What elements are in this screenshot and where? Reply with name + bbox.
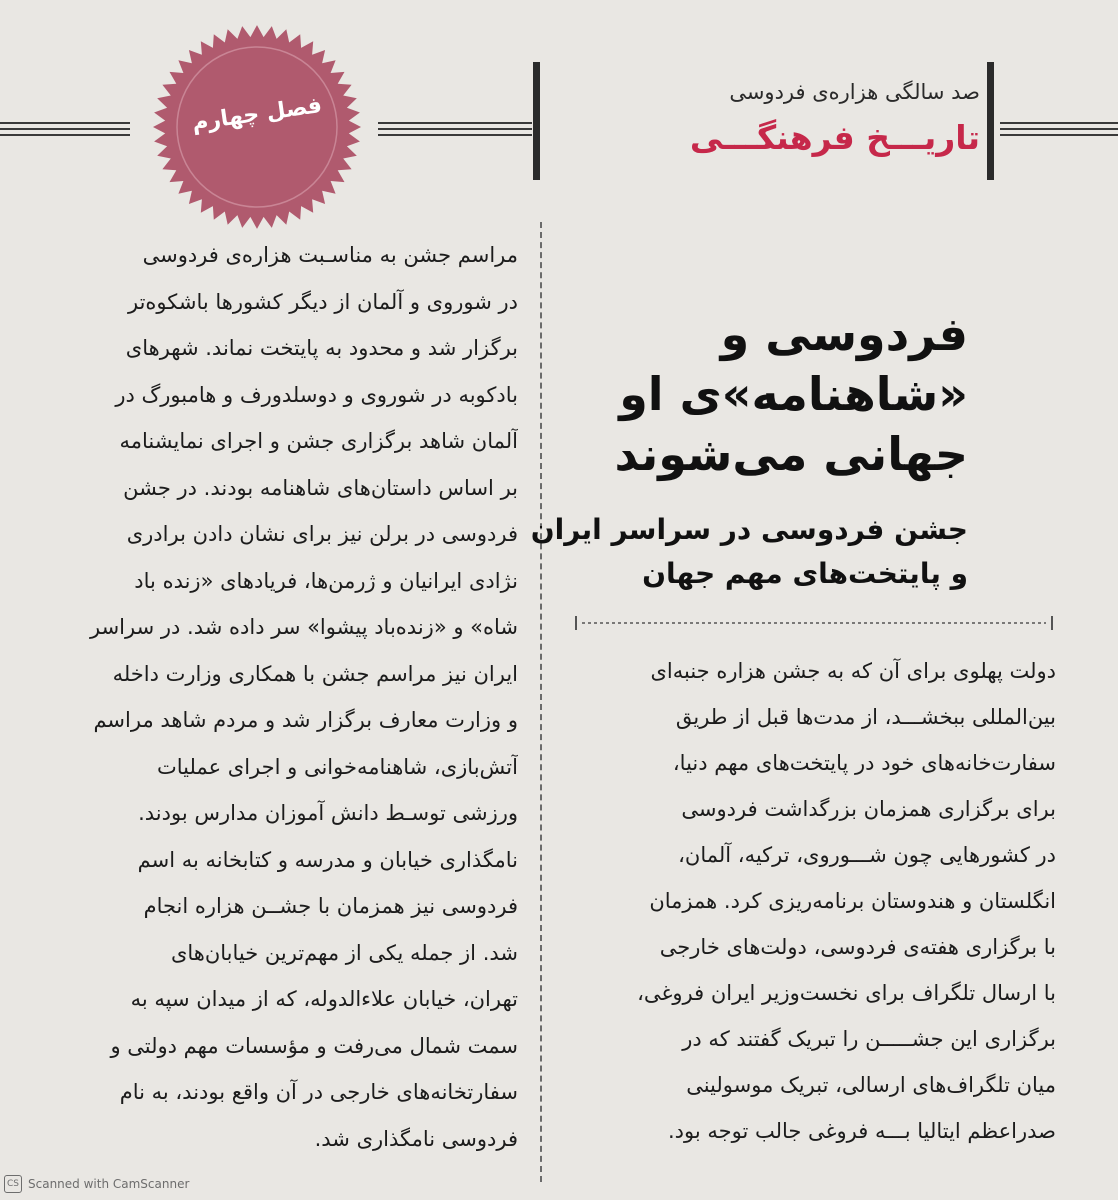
paragraph-line: میان تلگراف‌های ارسالی، تبریک موسولینی [686, 1073, 1056, 1097]
paragraph-line: در شوروی و آلمان از دیگر کشورها باشکوه‌تر [128, 289, 518, 314]
series-title: تاریـــخ فرهنگـــی [689, 118, 980, 157]
paragraph-line: نژادی ایرانیان و ژرمن‌ها، فریادهای «زنده باد [134, 568, 518, 593]
paragraph-line: برگزار شد و محدود به پایتخت نماند. شهرهای [125, 336, 518, 360]
chapter-badge [132, 22, 382, 232]
paragraph-line: بادکوبه در شوروی و دوسلدورف و هامبورگ در [115, 382, 518, 407]
paragraph-line: فردوسی نیز همزمان با جشــن هزاره انجام [143, 894, 518, 918]
paragraph-line: سفارت‌خانه‌های خود در پایتخت‌های مهم دنیا، [672, 751, 1056, 775]
paragraph-line: مراسم جشن به مناسـبت هزاره‌ی فردوسی [142, 243, 518, 267]
headline-line: جهانی می‌شوند [614, 427, 968, 481]
paragraph-line: برای برگزاری همزمان بزرگداشت فردوسی [681, 797, 1056, 821]
paragraph-line: تهران، خیابان علاءالدوله، که از میدان سپه به [130, 987, 518, 1011]
chapter-badge-label: فصل چهارم [190, 93, 324, 136]
paragraph-line: فردوسی نامگذاری شد. [314, 1126, 518, 1151]
paragraph-line: شد. از جمله یکی از مهم‌ترین خیابان‌های [170, 940, 518, 965]
subheadline-line: و پایتخت‌های مهم جهان [642, 557, 968, 590]
header-rule-right [1000, 122, 1118, 136]
article-subheadline [530, 508, 968, 596]
series-subtitle: صد سالگی هزاره‌ی فردوسی [729, 80, 980, 104]
scanner-text: Scanned with CamScanner [28, 1177, 190, 1191]
header-bar-left [533, 62, 540, 180]
scanner-watermark [4, 1174, 189, 1194]
paragraph-line: فردوسی در برلن نیز برای نشان دادن برادری [126, 522, 518, 546]
camscanner-logo-icon: CS [4, 1175, 22, 1193]
paragraph-line: آلمان شاهد برگزاری جشن و اجرای نمایشنامه [119, 429, 518, 453]
separator-ornament [572, 614, 1056, 632]
paragraph-line: دولت پهلوی برای آن که به جشن هزاره جنبه‌ای [650, 659, 1056, 683]
paragraph-line: در کشورهایی چون شـــوروی، ترکیه، آلمان، [678, 843, 1056, 867]
paragraph-line: صدراعظم ایتالیا بـــه فروغی جالب توجه بود. [667, 1119, 1056, 1143]
headline-line: فردوسی و [720, 307, 968, 361]
paragraph-line: شاه» و «زنده‌باد پیشوا» سر داده شد. در سراسر [90, 615, 518, 639]
paragraph-line: سفارتخانه‌های خارجی در آن واقع بودند، به نام [119, 1080, 518, 1104]
subheadline-line: جشن فردوسی در سراسر ایران [530, 513, 968, 546]
paragraph-line: نامگذاری خیابان و مدرسه و کتابخانه به اسم [137, 847, 518, 872]
paragraph-line: بر اساس داستان‌های شاهنامه بودند. در جشن [123, 475, 518, 500]
paragraph-line: ایران نیز مراسم جشن با همکاری وزارت داخله [112, 661, 518, 686]
article-headline [588, 304, 968, 484]
header-bar-right [987, 62, 994, 180]
paragraph-line: انگلستان و هندوستان برنامه‌ریزی کرد. همزمان [649, 889, 1056, 913]
paragraph-line: آتش‌بازی، شاهنامه‌خوانی و اجرای عملیات [156, 754, 518, 779]
column-divider [540, 222, 542, 1182]
paragraph-line: بین‌المللی ببخشـــد، از مدت‌ها قبل از طریق [675, 705, 1056, 729]
header-rule-middle [378, 122, 532, 136]
paragraph-line: با ارسال تلگراف برای نخست‌وزیر ایران فروغی، [637, 981, 1056, 1005]
paragraph-line: سمت شمال می‌رفت و مؤسسات مهم دولتی و [110, 1033, 518, 1058]
paragraph-line: و وزارت معارف برگزار شد و مردم شاهد مراسم [93, 708, 518, 732]
paragraph-line: ورزشی توسـط دانش آموزان مدارس بودند. [138, 801, 518, 825]
paragraph-line: با برگزاری هفته‌ی فردوسی، دولت‌های خارجی [659, 935, 1056, 959]
header-rule-left [0, 122, 130, 136]
headline-line: «شاهنامه»ی او [619, 367, 968, 421]
right-column-text [572, 648, 1056, 1154]
left-column-text [18, 232, 518, 1162]
paragraph-line: برگزاری این جشـــــن را تبریک گفتند که در [682, 1027, 1056, 1051]
